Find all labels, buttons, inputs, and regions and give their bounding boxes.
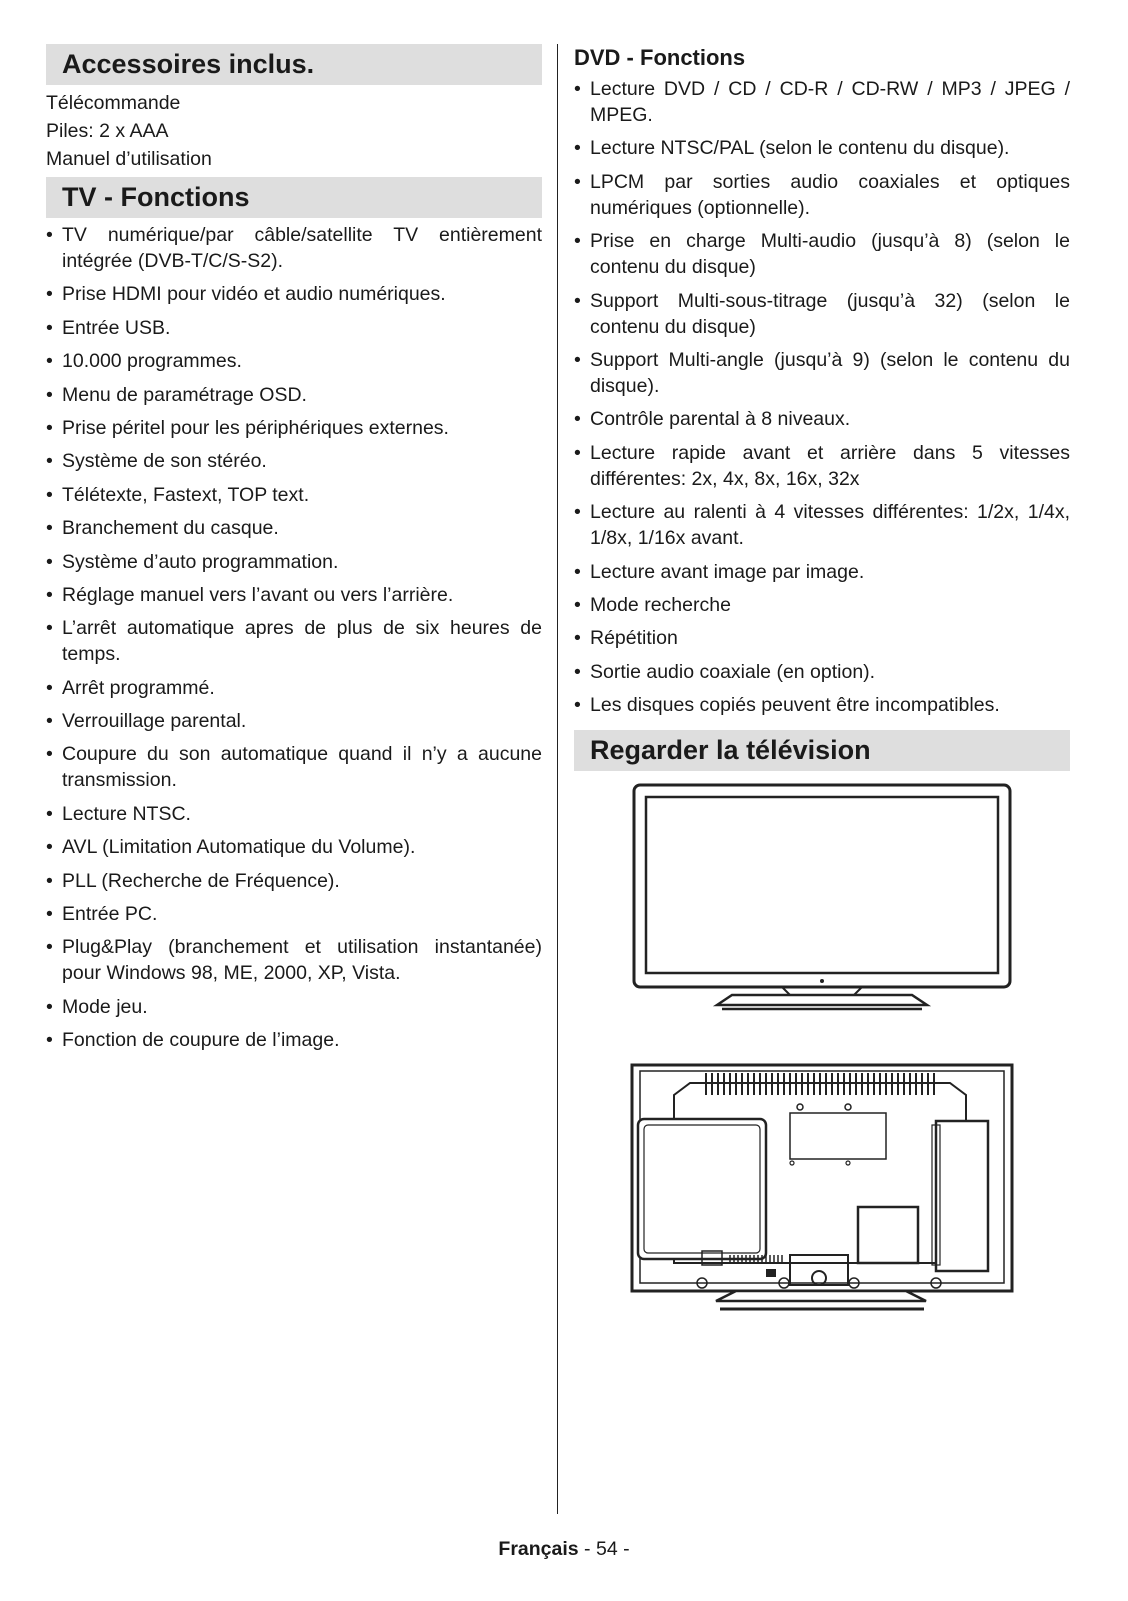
dvd-feature-item: • LPCM par sorties audio coaxiales et optiques numériques (optionnelle). bbox=[574, 169, 1070, 221]
dvd-feature-item: • Répétition bbox=[574, 625, 1070, 651]
tv-feature-item: • Système de son stéréo. bbox=[46, 448, 542, 474]
tv-feature-item: • TV numérique/par câble/satellite TV entièrement intégrée (DVB-T/C/S-S2). bbox=[46, 222, 542, 274]
tv-feature-item: • Menu de paramétrage OSD. bbox=[46, 382, 542, 408]
tv-feature-item: • Plug&Play (branchement et utilisation instantanée) pour Windows 98, ME, 2000, XP, Vista. bbox=[46, 934, 542, 986]
page-footer bbox=[0, 1538, 1128, 1561]
dvd-feature-item: • Support Multi-angle (jusqu’à 9) (selon le contenu du disque). bbox=[574, 347, 1070, 399]
footer-language: Français bbox=[498, 1538, 579, 1560]
tv-feature-item: • 10.000 programmes. bbox=[46, 348, 542, 374]
watch-tv-title: Regarder la télévision bbox=[574, 730, 1070, 771]
accessories-list bbox=[46, 89, 542, 173]
tv-feature-item: • Coupure du son automatique quand il n’y a aucune transmission. bbox=[46, 741, 542, 793]
tv-features-title: TV - Fonctions bbox=[46, 177, 542, 218]
tv-feature-item: • Branchement du casque. bbox=[46, 515, 542, 541]
tv-feature-item: • Entrée PC. bbox=[46, 901, 542, 927]
dvd-feature-item: • Lecture NTSC/PAL (selon le contenu du disque). bbox=[574, 135, 1070, 161]
dvd-feature-item: • Sortie audio coaxiale (en option). bbox=[574, 659, 1070, 685]
tv-feature-item: • Prise péritel pour les périphériques externes. bbox=[46, 415, 542, 441]
tv-feature-item: • Lecture NTSC. bbox=[46, 801, 542, 827]
dvd-feature-item: • Les disques copiés peuvent être incompatibles. bbox=[574, 692, 1070, 718]
footer-page-number: - 54 - bbox=[578, 1538, 630, 1560]
tv-feature-item: • Réglage manuel vers l’avant ou vers l’arrière. bbox=[46, 582, 542, 608]
right-column bbox=[574, 44, 1070, 1323]
accessory-item: Manuel d’utilisation bbox=[46, 148, 212, 170]
dvd-features-title: DVD - Fonctions bbox=[574, 45, 746, 70]
accessories-title: Accessoires inclus. bbox=[46, 44, 542, 85]
dvd-feature-item: • Lecture rapide avant et arrière dans 5 vitesses différentes: 2x, 4x, 8x, 16x, 32x bbox=[574, 440, 1070, 492]
tv-features-list bbox=[46, 222, 542, 1053]
tv-feature-item: • Télétexte, Fastext, TOP text. bbox=[46, 482, 542, 508]
tv-feature-item: • AVL (Limitation Automatique du Volume). bbox=[46, 834, 542, 860]
dvd-feature-item: • Lecture avant image par image. bbox=[574, 559, 1070, 585]
tv-feature-item: • Mode jeu. bbox=[46, 994, 542, 1020]
tv-feature-item: • PLL (Recherche de Fréquence). bbox=[46, 868, 542, 894]
dvd-feature-item: • Lecture DVD / CD / CD-R / CD-RW / MP3 / JPEG / MPEG. bbox=[574, 76, 1070, 128]
column-divider bbox=[557, 44, 558, 1514]
accessory-item: Télécommande bbox=[46, 92, 181, 114]
tv-feature-item: • Prise HDMI pour vidéo et audio numériques. bbox=[46, 281, 542, 307]
dvd-feature-item: • Contrôle parental à 8 niveaux. bbox=[574, 406, 1070, 432]
tv-feature-item: • L’arrêt automatique apres de plus de six heures de temps. bbox=[46, 615, 542, 667]
tv-feature-item: • Système d’auto programmation. bbox=[46, 549, 542, 575]
tv-feature-item: • Fonction de coupure de l’image. bbox=[46, 1027, 542, 1053]
dvd-feature-item: • Prise en charge Multi-audio (jusqu’à 8) (selon le contenu du disque) bbox=[574, 228, 1070, 280]
accessory-item: Piles: 2 x AAA bbox=[46, 120, 169, 142]
left-column bbox=[46, 44, 542, 1061]
dvd-feature-item: • Mode recherche bbox=[574, 592, 1070, 618]
tv-back-illustration bbox=[630, 1063, 1014, 1323]
tv-feature-item: • Entrée USB. bbox=[46, 315, 542, 341]
tv-feature-item: • Verrouillage parental. bbox=[46, 708, 542, 734]
dvd-feature-item: • Support Multi-sous-titrage (jusqu’à 32) (selon le contenu du disque) bbox=[574, 288, 1070, 340]
dvd-feature-item: • Lecture au ralenti à 4 vitesses différentes: 1/2x, 1/4x, 1/8x, 1/16x avant. bbox=[574, 499, 1070, 551]
tv-front-illustration bbox=[632, 783, 1012, 1023]
tv-feature-item: • Arrêt programmé. bbox=[46, 675, 542, 701]
dvd-features-list bbox=[574, 76, 1070, 718]
